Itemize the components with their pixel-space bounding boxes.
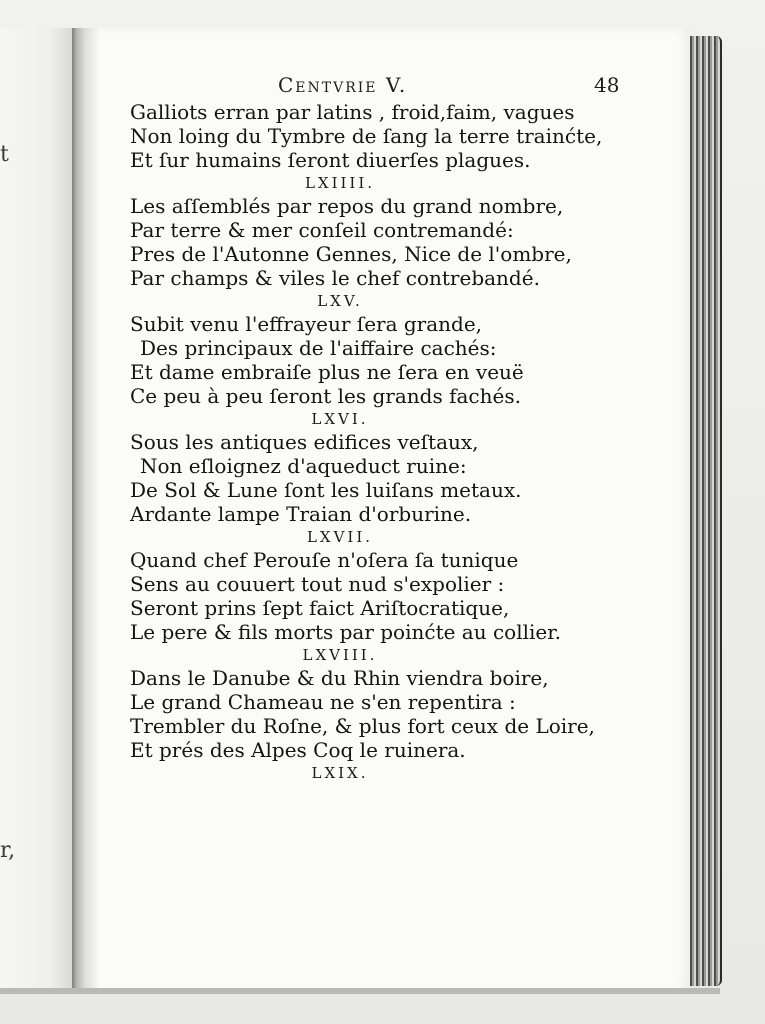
- verse-line: De Sol & Lune ſont les luiſans metaux.: [130, 478, 522, 502]
- quatrain-number: LXVII.: [306, 528, 374, 546]
- left-page-fragment-bottom: r,: [0, 838, 16, 863]
- verse-line: Pres de l'Autonne Gennes, Nice de l'ombre,: [130, 242, 572, 266]
- verse-line: Les aſſemblés par repos du grand nombre,: [130, 194, 564, 218]
- verse-line: Ardante lampe Traian d'orburine.: [130, 502, 472, 526]
- page-number: 48: [594, 73, 620, 97]
- verse-line: Dans le Danube & du Rhin viendra boire,: [130, 666, 549, 690]
- verse-line: Non eſloignez d'aqueduct ruine:: [140, 454, 467, 478]
- left-page: [0, 28, 75, 988]
- page-edges: [690, 36, 722, 986]
- left-page-fragment-top: t: [0, 142, 9, 167]
- quatrain-number: LXV.: [317, 292, 363, 310]
- verse-line: Sens au couuert tout nud s'expolier :: [130, 572, 505, 596]
- verse-line: Par terre & mer conſeil contremandé:: [130, 218, 514, 242]
- quatrain-number: LXVIII.: [302, 646, 378, 664]
- spine-shadow: [84, 28, 100, 992]
- verse-line: Quand chef Perouſe n'oſera ſa tunique: [130, 548, 519, 572]
- verse-line: Seront prins ſept faict Ariſtocratique,: [130, 596, 510, 620]
- verse-line: Le grand Chameau ne s'en repentira :: [130, 690, 516, 714]
- running-header: Centvrie V.: [278, 73, 408, 97]
- verse-line: Trembler du Roſne, & plus fort ceux de Loire,: [130, 714, 595, 738]
- verse-line: Ce peu à peu ſeront les grands fachés.: [130, 384, 521, 408]
- verse-line: Par champs & viles le chef contrebandé.: [130, 266, 540, 290]
- quatrain-number: LXVI.: [311, 410, 369, 428]
- bottom-edge: [0, 988, 720, 994]
- book-gutter: [72, 28, 84, 990]
- quatrain-text-block: [130, 100, 650, 784]
- verse-line: Le pere & fils morts par poinćte au collier.: [130, 620, 561, 644]
- verse-line: Et dame embraiſe plus ne ſera en veuë: [130, 360, 524, 384]
- quatrain-number: LXIIII.: [304, 174, 376, 192]
- verse-line: Subit venu l'effrayeur ſera grande,: [130, 312, 483, 336]
- verse-line: Non loing du Tymbre de ſang la terre trainćte,: [130, 124, 603, 148]
- verse-line: Et prés des Alpes Coq le ruinera.: [130, 738, 466, 762]
- verse-line: Galliots erran par latins , froid,faim, vagues: [130, 100, 575, 124]
- quatrain-number: LXIX.: [311, 764, 369, 782]
- verse-line: Sous les antiques edifices veſtaux,: [130, 430, 479, 454]
- verse-line: Des principaux de l'aiffaire cachés:: [140, 336, 497, 360]
- verse-line: Et ſur humains ſeront diuerſes plagues.: [130, 148, 531, 172]
